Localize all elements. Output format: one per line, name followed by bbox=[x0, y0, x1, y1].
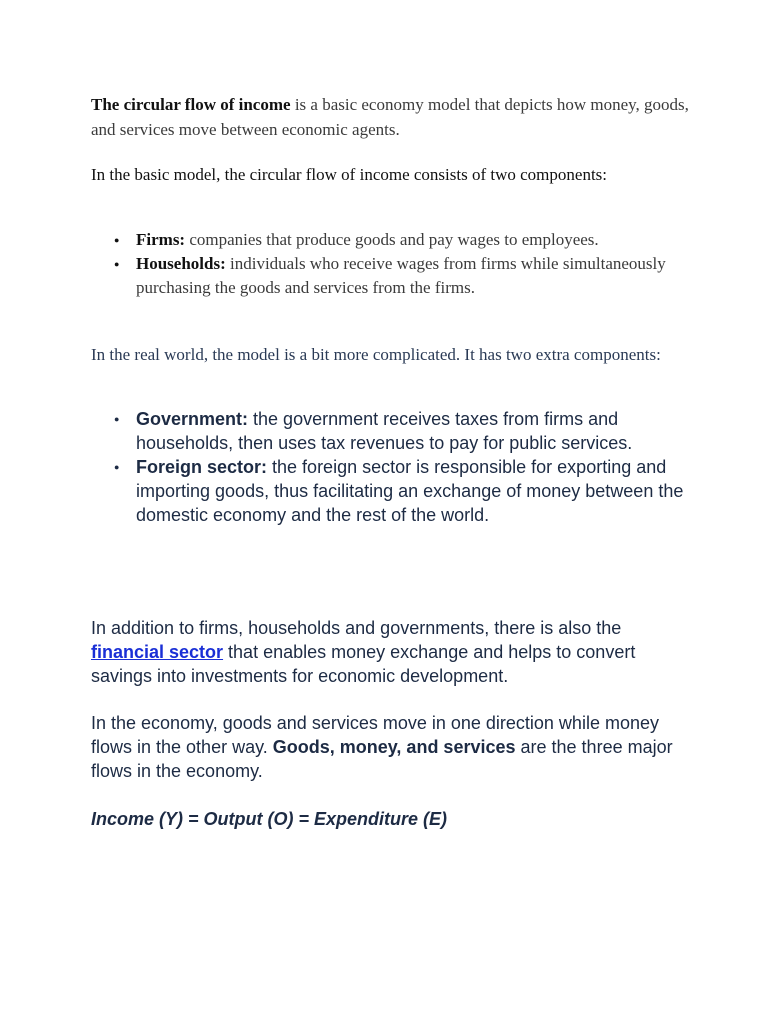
flows-paragraph bbox=[91, 711, 691, 783]
firms-term: Firms: bbox=[136, 230, 186, 249]
list-item-households bbox=[91, 252, 691, 300]
government-term: Government: bbox=[136, 409, 249, 429]
financial-sector-link[interactable]: financial sector bbox=[91, 642, 224, 662]
bullet-icon: ● bbox=[114, 462, 120, 472]
list-item-firms bbox=[91, 228, 691, 252]
extra-components-list bbox=[91, 407, 691, 527]
income-equation: Income (Y) = Output (O) = Expenditure (E) bbox=[91, 809, 448, 829]
financial-sector-paragraph bbox=[91, 616, 691, 688]
bullet-icon: ● bbox=[114, 235, 120, 245]
firms-desc: companies that produce goods and pay wages to employees. bbox=[185, 230, 599, 249]
flows-text-before: In the economy, goods and services move in one direction while money flows in the other way. bbox=[91, 713, 659, 757]
households-term: Households: bbox=[136, 254, 226, 273]
bullet-icon: ● bbox=[114, 414, 120, 424]
financial-text-after: that enables money exchange and helps to convert savings into investments for economic development. bbox=[91, 642, 636, 686]
foreign-sector-desc: the foreign sector is responsible for exporting and importing goods, thus facilitating an exchange of money between the domestic economy and the rest of the world. bbox=[136, 457, 684, 525]
intro-paragraph bbox=[91, 92, 691, 142]
real-world-paragraph: In the real world, the model is a bit more complicated. It has two extra components: bbox=[91, 345, 661, 364]
intro-term: The circular flow of income bbox=[91, 95, 291, 114]
flows-bold: Goods, money, and services bbox=[272, 737, 516, 757]
basic-components-list bbox=[91, 228, 691, 300]
flows-text-after: are the three major flows in the economy. bbox=[91, 737, 673, 781]
bullet-icon: ● bbox=[114, 259, 120, 269]
basic-model-paragraph: In the basic model, the circular flow of income consists of two components: bbox=[91, 165, 608, 184]
government-desc: the government receives taxes from firms and households, then uses tax revenues to pay for public services. bbox=[136, 409, 633, 453]
financial-text-before: In addition to firms, households and governments, there is also the bbox=[91, 618, 622, 638]
list-item-foreign-sector bbox=[91, 455, 691, 527]
intro-text: is a basic economy model that depicts how money, goods, and services move between economic agents. bbox=[91, 95, 689, 139]
list-item-government bbox=[91, 407, 691, 455]
foreign-sector-term: Foreign sector: bbox=[136, 457, 268, 477]
households-desc: individuals who receive wages from firms while simultaneously purchasing the goods and services from the firms. bbox=[136, 254, 666, 297]
